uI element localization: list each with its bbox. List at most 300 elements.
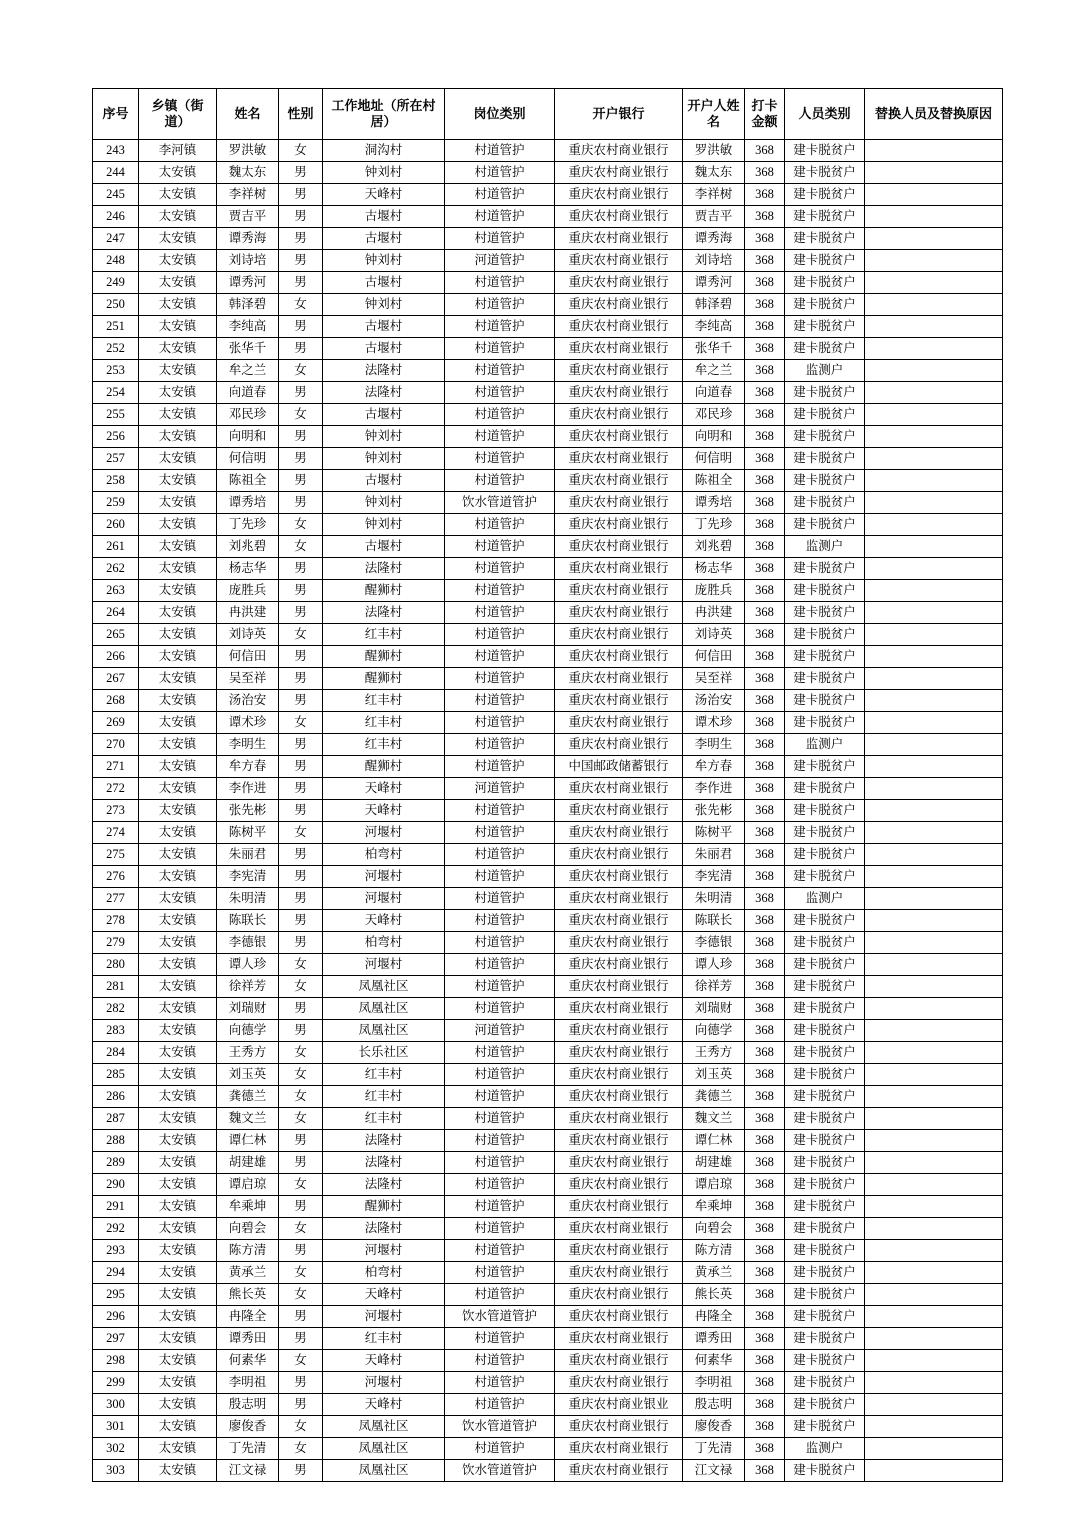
cell-acct: 刘玉英 — [683, 1064, 745, 1086]
table-row — [93, 492, 1003, 514]
cell-type: 建卡脱贫户 — [785, 206, 865, 228]
table-row — [93, 140, 1003, 162]
cell-sex: 女 — [279, 1350, 323, 1372]
cell-town: 太安镇 — [139, 1152, 217, 1174]
table-row — [93, 514, 1003, 536]
table-row — [93, 778, 1003, 800]
cell-town: 太安镇 — [139, 184, 217, 206]
cell-sex: 男 — [279, 580, 323, 602]
table-row — [93, 1130, 1003, 1152]
cell-town: 李河镇 — [139, 140, 217, 162]
cell-idx: 246 — [93, 206, 139, 228]
cell-sex: 女 — [279, 822, 323, 844]
cell-repl — [865, 1394, 1003, 1416]
cell-addr: 河堰村 — [323, 1240, 445, 1262]
cell-post: 村道管护 — [445, 1108, 555, 1130]
cell-name: 陈方清 — [217, 1240, 279, 1262]
cell-name: 丁先珍 — [217, 514, 279, 536]
cell-addr: 河堰村 — [323, 954, 445, 976]
cell-name: 谭启琼 — [217, 1174, 279, 1196]
cell-addr: 红丰村 — [323, 624, 445, 646]
cell-post: 村道管护 — [445, 712, 555, 734]
table-row — [93, 734, 1003, 756]
cell-addr: 钟刘村 — [323, 492, 445, 514]
cell-bank: 重庆农村商业银行 — [555, 1306, 683, 1328]
cell-town: 太安镇 — [139, 316, 217, 338]
cell-bank: 重庆农村商业银行 — [555, 712, 683, 734]
cell-type: 建卡脱贫户 — [785, 668, 865, 690]
cell-type: 建卡脱贫户 — [785, 1174, 865, 1196]
cell-town: 太安镇 — [139, 1284, 217, 1306]
cell-bank: 重庆农村商业银行 — [555, 448, 683, 470]
cell-acct: 冉洪建 — [683, 602, 745, 624]
cell-acct: 谭秀培 — [683, 492, 745, 514]
cell-post: 村道管护 — [445, 1086, 555, 1108]
cell-town: 太安镇 — [139, 602, 217, 624]
cell-repl — [865, 470, 1003, 492]
table-row — [93, 404, 1003, 426]
cell-sex: 女 — [279, 712, 323, 734]
cell-addr: 醒狮村 — [323, 580, 445, 602]
cell-post: 村道管护 — [445, 866, 555, 888]
cell-idx: 289 — [93, 1152, 139, 1174]
cell-sex: 男 — [279, 1328, 323, 1350]
cell-addr: 古堰村 — [323, 272, 445, 294]
cell-name: 徐祥芳 — [217, 976, 279, 998]
cell-sex: 男 — [279, 1152, 323, 1174]
cell-town: 太安镇 — [139, 932, 217, 954]
cell-post: 村道管护 — [445, 184, 555, 206]
cell-amt: 368 — [745, 690, 785, 712]
table-row — [93, 580, 1003, 602]
cell-addr: 法隆村 — [323, 1130, 445, 1152]
table-row — [93, 558, 1003, 580]
cell-town: 太安镇 — [139, 1130, 217, 1152]
cell-addr: 醒狮村 — [323, 668, 445, 690]
cell-town: 太安镇 — [139, 1064, 217, 1086]
cell-addr: 河堰村 — [323, 822, 445, 844]
cell-amt: 368 — [745, 338, 785, 360]
cell-type: 建卡脱贫户 — [785, 294, 865, 316]
cell-amt: 368 — [745, 1328, 785, 1350]
cell-sex: 男 — [279, 316, 323, 338]
cell-amt: 368 — [745, 558, 785, 580]
cell-type: 建卡脱贫户 — [785, 1240, 865, 1262]
cell-repl — [865, 756, 1003, 778]
cell-amt: 368 — [745, 140, 785, 162]
cell-repl — [865, 1416, 1003, 1438]
cell-addr: 柏弯村 — [323, 1262, 445, 1284]
cell-type: 建卡脱贫户 — [785, 954, 865, 976]
cell-idx: 249 — [93, 272, 139, 294]
cell-idx: 282 — [93, 998, 139, 1020]
cell-town: 太安镇 — [139, 954, 217, 976]
cell-name: 朱明清 — [217, 888, 279, 910]
cell-type: 建卡脱贫户 — [785, 272, 865, 294]
cell-type: 建卡脱贫户 — [785, 1042, 865, 1064]
cell-addr: 醒狮村 — [323, 756, 445, 778]
cell-amt: 368 — [745, 1262, 785, 1284]
cell-idx: 267 — [93, 668, 139, 690]
cell-addr: 古堰村 — [323, 228, 445, 250]
cell-bank: 重庆农村商业银行 — [555, 1108, 683, 1130]
cell-acct: 牟之兰 — [683, 360, 745, 382]
cell-post: 村道管护 — [445, 1130, 555, 1152]
cell-type: 监测户 — [785, 360, 865, 382]
cell-repl — [865, 382, 1003, 404]
cell-name: 邓民珍 — [217, 404, 279, 426]
cell-amt: 368 — [745, 1218, 785, 1240]
cell-town: 太安镇 — [139, 1416, 217, 1438]
cell-post: 村道管护 — [445, 382, 555, 404]
cell-town: 太安镇 — [139, 1240, 217, 1262]
cell-acct: 谭术珍 — [683, 712, 745, 734]
cell-acct: 丁先珍 — [683, 514, 745, 536]
cell-bank: 重庆农村商业银行 — [555, 514, 683, 536]
cell-amt: 368 — [745, 1372, 785, 1394]
cell-amt: 368 — [745, 888, 785, 910]
cell-bank: 重庆农村商业银行 — [555, 1130, 683, 1152]
cell-sex: 男 — [279, 1196, 323, 1218]
cell-town: 太安镇 — [139, 448, 217, 470]
column-header-amt: 打卡金额 — [745, 89, 785, 140]
cell-town: 太安镇 — [139, 1306, 217, 1328]
cell-town: 太安镇 — [139, 558, 217, 580]
cell-acct: 陈树平 — [683, 822, 745, 844]
cell-idx: 272 — [93, 778, 139, 800]
cell-repl — [865, 602, 1003, 624]
cell-name: 韩泽碧 — [217, 294, 279, 316]
cell-acct: 魏文兰 — [683, 1108, 745, 1130]
cell-idx: 274 — [93, 822, 139, 844]
table-row — [93, 822, 1003, 844]
cell-type: 建卡脱贫户 — [785, 756, 865, 778]
cell-idx: 277 — [93, 888, 139, 910]
cell-name: 张华千 — [217, 338, 279, 360]
cell-acct: 王秀方 — [683, 1042, 745, 1064]
cell-repl — [865, 1306, 1003, 1328]
cell-town: 太安镇 — [139, 426, 217, 448]
cell-type: 建卡脱贫户 — [785, 426, 865, 448]
cell-bank: 重庆农村商业银行 — [555, 184, 683, 206]
cell-town: 太安镇 — [139, 1020, 217, 1042]
table-row — [93, 162, 1003, 184]
cell-sex: 男 — [279, 426, 323, 448]
cell-repl — [865, 1086, 1003, 1108]
cell-bank: 重庆农村商业银行 — [555, 800, 683, 822]
cell-town: 太安镇 — [139, 250, 217, 272]
cell-idx: 257 — [93, 448, 139, 470]
cell-town: 太安镇 — [139, 1196, 217, 1218]
table-row — [93, 1284, 1003, 1306]
cell-idx: 285 — [93, 1064, 139, 1086]
cell-bank: 重庆农村商业银行 — [555, 734, 683, 756]
cell-amt: 368 — [745, 382, 785, 404]
cell-amt: 368 — [745, 954, 785, 976]
cell-repl — [865, 294, 1003, 316]
cell-bank: 重庆农村商业银行 — [555, 294, 683, 316]
cell-type: 监测户 — [785, 888, 865, 910]
cell-acct: 谭仁林 — [683, 1130, 745, 1152]
cell-idx: 245 — [93, 184, 139, 206]
cell-type: 建卡脱贫户 — [785, 646, 865, 668]
cell-post: 村道管护 — [445, 140, 555, 162]
cell-post: 村道管护 — [445, 1328, 555, 1350]
cell-name: 谭术珍 — [217, 712, 279, 734]
cell-type: 建卡脱贫户 — [785, 998, 865, 1020]
cell-post: 饮水管道管护 — [445, 492, 555, 514]
cell-acct: 殷志明 — [683, 1394, 745, 1416]
cell-type: 建卡脱贫户 — [785, 866, 865, 888]
table-row — [93, 1174, 1003, 1196]
cell-amt: 368 — [745, 998, 785, 1020]
cell-addr: 天峰村 — [323, 800, 445, 822]
cell-sex: 女 — [279, 1064, 323, 1086]
cell-sex: 女 — [279, 514, 323, 536]
table-row — [93, 910, 1003, 932]
cell-amt: 368 — [745, 646, 785, 668]
cell-amt: 368 — [745, 1108, 785, 1130]
cell-sex: 男 — [279, 206, 323, 228]
cell-type: 建卡脱贫户 — [785, 1416, 865, 1438]
cell-type: 建卡脱贫户 — [785, 1196, 865, 1218]
cell-amt: 368 — [745, 1350, 785, 1372]
table-row — [93, 932, 1003, 954]
cell-name: 牟乘坤 — [217, 1196, 279, 1218]
cell-amt: 368 — [745, 1042, 785, 1064]
cell-sex: 女 — [279, 1108, 323, 1130]
cell-town: 太安镇 — [139, 338, 217, 360]
cell-acct: 贾吉平 — [683, 206, 745, 228]
cell-sex: 女 — [279, 1218, 323, 1240]
cell-bank: 重庆农村商业银行 — [555, 602, 683, 624]
cell-name: 庞胜兵 — [217, 580, 279, 602]
cell-addr: 红丰村 — [323, 1064, 445, 1086]
cell-addr: 法隆村 — [323, 360, 445, 382]
cell-repl — [865, 888, 1003, 910]
cell-post: 村道管护 — [445, 470, 555, 492]
cell-acct: 熊长英 — [683, 1284, 745, 1306]
cell-town: 太安镇 — [139, 888, 217, 910]
cell-acct: 刘瑞财 — [683, 998, 745, 1020]
cell-idx: 300 — [93, 1394, 139, 1416]
cell-addr: 凤凰社区 — [323, 976, 445, 998]
cell-repl — [865, 954, 1003, 976]
cell-post: 村道管护 — [445, 228, 555, 250]
cell-sex: 男 — [279, 272, 323, 294]
table-row — [93, 1416, 1003, 1438]
cell-repl — [865, 426, 1003, 448]
cell-sex: 男 — [279, 558, 323, 580]
cell-addr: 河堰村 — [323, 888, 445, 910]
table-row — [93, 360, 1003, 382]
cell-idx: 261 — [93, 536, 139, 558]
cell-name: 冉隆全 — [217, 1306, 279, 1328]
cell-repl — [865, 932, 1003, 954]
cell-repl — [865, 1064, 1003, 1086]
cell-bank: 重庆农村商业银行 — [555, 470, 683, 492]
cell-type: 建卡脱贫户 — [785, 382, 865, 404]
cell-post: 村道管护 — [445, 756, 555, 778]
table-row — [93, 1350, 1003, 1372]
cell-repl — [865, 1262, 1003, 1284]
cell-type: 建卡脱贫户 — [785, 184, 865, 206]
table-row — [93, 184, 1003, 206]
cell-name: 何信明 — [217, 448, 279, 470]
cell-amt: 368 — [745, 1130, 785, 1152]
cell-post: 村道管护 — [445, 294, 555, 316]
column-header-type: 人员类别 — [785, 89, 865, 140]
cell-acct: 向碧会 — [683, 1218, 745, 1240]
cell-name: 黄承兰 — [217, 1262, 279, 1284]
cell-addr: 钟刘村 — [323, 448, 445, 470]
cell-acct: 丁先清 — [683, 1438, 745, 1460]
table-row — [93, 272, 1003, 294]
cell-name: 陈树平 — [217, 822, 279, 844]
table-row — [93, 1108, 1003, 1130]
cell-acct: 朱丽君 — [683, 844, 745, 866]
cell-acct: 李作进 — [683, 778, 745, 800]
cell-name: 李明祖 — [217, 1372, 279, 1394]
cell-town: 太安镇 — [139, 1218, 217, 1240]
column-header-addr: 工作地址（所在村居） — [323, 89, 445, 140]
cell-idx: 293 — [93, 1240, 139, 1262]
cell-post: 村道管护 — [445, 822, 555, 844]
cell-addr: 红丰村 — [323, 690, 445, 712]
cell-bank: 重庆农村商业银行 — [555, 690, 683, 712]
cell-name: 刘诗培 — [217, 250, 279, 272]
cell-sex: 男 — [279, 778, 323, 800]
cell-amt: 368 — [745, 1240, 785, 1262]
cell-type: 建卡脱贫户 — [785, 404, 865, 426]
cell-type: 建卡脱贫户 — [785, 580, 865, 602]
cell-repl — [865, 1196, 1003, 1218]
cell-name: 张先彬 — [217, 800, 279, 822]
cell-town: 太安镇 — [139, 1438, 217, 1460]
column-header-post: 岗位类别 — [445, 89, 555, 140]
cell-amt: 368 — [745, 1394, 785, 1416]
cell-sex: 女 — [279, 536, 323, 558]
cell-idx: 264 — [93, 602, 139, 624]
cell-name: 刘兆碧 — [217, 536, 279, 558]
cell-repl — [865, 1460, 1003, 1482]
cell-post: 村道管护 — [445, 316, 555, 338]
cell-addr: 法隆村 — [323, 1152, 445, 1174]
cell-sex: 女 — [279, 1438, 323, 1460]
cell-post: 村道管护 — [445, 668, 555, 690]
cell-addr: 钟刘村 — [323, 426, 445, 448]
cell-name: 谭秀海 — [217, 228, 279, 250]
cell-acct: 陈联长 — [683, 910, 745, 932]
cell-post: 村道管护 — [445, 1152, 555, 1174]
cell-acct: 魏太东 — [683, 162, 745, 184]
cell-repl — [865, 646, 1003, 668]
cell-acct: 汤治安 — [683, 690, 745, 712]
cell-acct: 陈祖全 — [683, 470, 745, 492]
cell-idx: 259 — [93, 492, 139, 514]
cell-type: 建卡脱贫户 — [785, 800, 865, 822]
cell-idx: 256 — [93, 426, 139, 448]
table-row — [93, 1042, 1003, 1064]
cell-post: 村道管护 — [445, 1218, 555, 1240]
cell-acct: 庞胜兵 — [683, 580, 745, 602]
cell-bank: 重庆农村商业银行 — [555, 1020, 683, 1042]
cell-idx: 303 — [93, 1460, 139, 1482]
cell-addr: 钟刘村 — [323, 162, 445, 184]
cell-addr: 醒狮村 — [323, 646, 445, 668]
cell-idx: 266 — [93, 646, 139, 668]
cell-repl — [865, 1218, 1003, 1240]
cell-type: 建卡脱贫户 — [785, 1306, 865, 1328]
table-row — [93, 624, 1003, 646]
cell-idx: 302 — [93, 1438, 139, 1460]
cell-repl — [865, 778, 1003, 800]
cell-town: 太安镇 — [139, 998, 217, 1020]
cell-bank: 重庆农村商业银行 — [555, 1350, 683, 1372]
cell-post: 河道管护 — [445, 778, 555, 800]
cell-bank: 重庆农村商业银行 — [555, 954, 683, 976]
cell-acct: 廖俊香 — [683, 1416, 745, 1438]
cell-idx: 295 — [93, 1284, 139, 1306]
cell-name: 刘玉英 — [217, 1064, 279, 1086]
cell-bank: 重庆农村商业银行 — [555, 1416, 683, 1438]
cell-type: 建卡脱贫户 — [785, 1394, 865, 1416]
cell-town: 太安镇 — [139, 162, 217, 184]
cell-type: 建卡脱贫户 — [785, 1328, 865, 1350]
cell-post: 村道管护 — [445, 404, 555, 426]
cell-bank: 重庆农村商业银行 — [555, 668, 683, 690]
cell-post: 村道管护 — [445, 206, 555, 228]
cell-bank: 重庆农村商业银行 — [555, 404, 683, 426]
cell-post: 村道管护 — [445, 1372, 555, 1394]
cell-type: 建卡脱贫户 — [785, 1108, 865, 1130]
cell-idx: 260 — [93, 514, 139, 536]
table-row — [93, 1372, 1003, 1394]
cell-name: 陈联长 — [217, 910, 279, 932]
table-row — [93, 382, 1003, 404]
cell-idx: 294 — [93, 1262, 139, 1284]
cell-bank: 重庆农村商业银行 — [555, 976, 683, 998]
cell-name: 李祥树 — [217, 184, 279, 206]
cell-post: 村道管护 — [445, 1064, 555, 1086]
cell-acct: 牟方春 — [683, 756, 745, 778]
cell-amt: 368 — [745, 976, 785, 998]
cell-bank: 重庆农村商业银行 — [555, 140, 683, 162]
cell-town: 太安镇 — [139, 1108, 217, 1130]
cell-type: 建卡脱贫户 — [785, 1284, 865, 1306]
cell-bank: 重庆农村商业银行 — [555, 426, 683, 448]
cell-acct: 刘兆碧 — [683, 536, 745, 558]
cell-acct: 杨志华 — [683, 558, 745, 580]
cell-amt: 368 — [745, 250, 785, 272]
cell-acct: 李纯高 — [683, 316, 745, 338]
cell-addr: 法隆村 — [323, 602, 445, 624]
cell-type: 监测户 — [785, 1438, 865, 1460]
cell-type: 建卡脱贫户 — [785, 1262, 865, 1284]
cell-sex: 男 — [279, 800, 323, 822]
cell-sex: 女 — [279, 1086, 323, 1108]
cell-amt: 368 — [745, 448, 785, 470]
cell-bank: 重庆农村商业银行 — [555, 866, 683, 888]
cell-bank: 重庆农村商业银行 — [555, 778, 683, 800]
cell-amt: 368 — [745, 184, 785, 206]
cell-name: 谭秀河 — [217, 272, 279, 294]
cell-name: 牟之兰 — [217, 360, 279, 382]
cell-post: 村道管护 — [445, 1394, 555, 1416]
cell-repl — [865, 272, 1003, 294]
table-row — [93, 712, 1003, 734]
cell-amt: 368 — [745, 1152, 785, 1174]
